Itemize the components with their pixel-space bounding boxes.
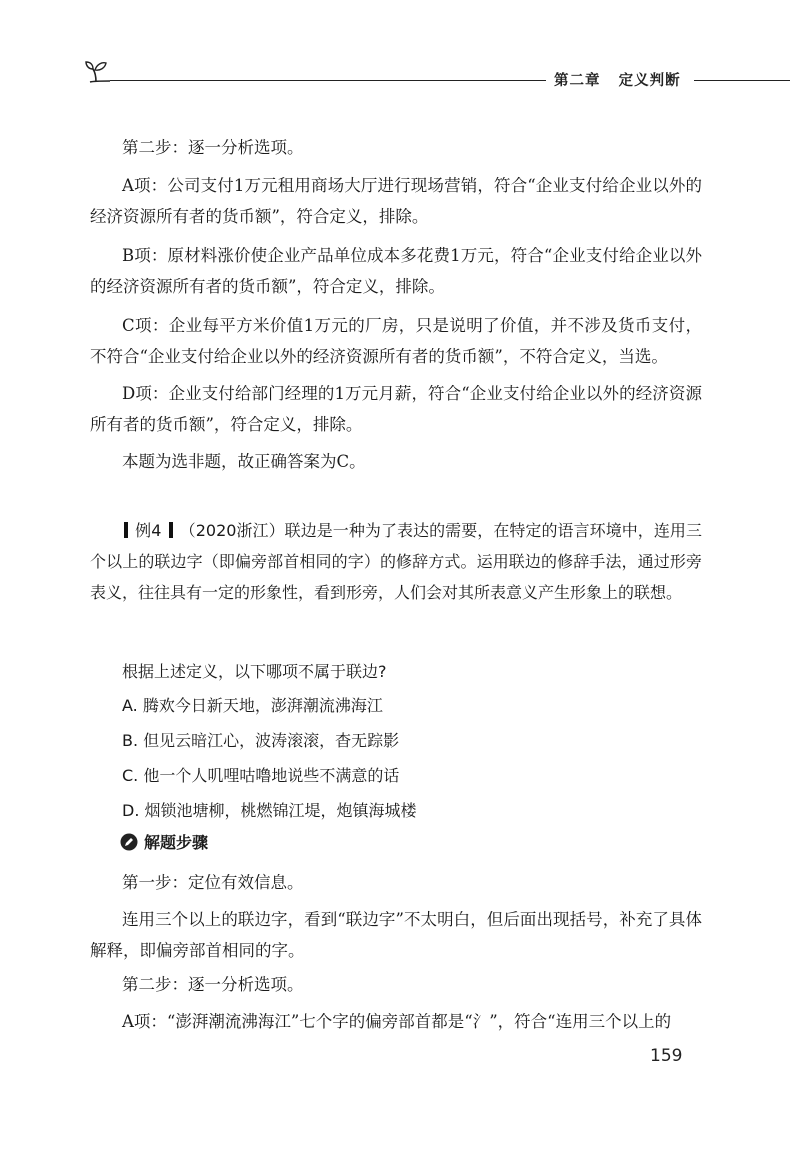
- example-bar-right: [169, 522, 173, 538]
- solution-steps-title: [120, 830, 208, 853]
- page-number: 159: [650, 1046, 683, 1066]
- example-paragraph: [90, 515, 702, 608]
- paragraph-step2-heading-b: 第二步：逐一分析选项。: [122, 975, 304, 994]
- paragraph-option-a: A项：公司支付1万元租用商场大厅进行现场营销，符合“企业支付给企业以外的经济资源所有者的货币额”，符合定义，排除。: [90, 176, 702, 226]
- chapter-number: 第二章: [554, 73, 601, 89]
- pen-badge-icon: [120, 833, 138, 851]
- paragraph-step2-heading: 第二步：逐一分析选项。: [122, 138, 304, 157]
- paragraph-option-c: C项：企业每平方米价值1万元的厂房，只是说明了价值，并不涉及货币支付，不符合“企业支付给企业以外的经济资源所有者的货币额”，不符合定义，当选。: [90, 316, 702, 366]
- example-question: 根据上述定义，以下哪项不属于联边?: [122, 662, 387, 681]
- paragraph-answer: 本题为选非题，故正确答案为C。: [122, 452, 366, 471]
- paragraph-option-b: B项：原材料涨价使企业产品单位成本多花费1万元，符合“企业支付给企业以外的经济资源所有者的货币额”，符合定义，排除。: [90, 246, 702, 296]
- option-d: D. 烟锁池塘柳，桃燃锦江堤，炮镇海城楼: [122, 801, 417, 820]
- option-b: B. 但见云暗江心，波涛滚滚，杳无踪影: [122, 731, 400, 750]
- chapter-title: [554, 69, 681, 90]
- example-label: 例4: [135, 521, 162, 540]
- paragraph-step1-body: 连用三个以上的联边字，看到“联边字”不太明白，但后面出现括号，补充了具体解释，即偏旁部首相同的字。: [90, 910, 702, 960]
- paragraph-option-a-analysis: A项：“澎湃潮流沸海江”七个字的偏旁部首都是“氵”，符合“连用三个以上的: [122, 1012, 672, 1031]
- solution-steps-label: 解题步骤: [144, 833, 209, 852]
- paragraph-step1-heading: 第一步：定位有效信息。: [122, 873, 304, 892]
- header-rule-right: [694, 80, 790, 81]
- example-bar-left: [124, 522, 128, 538]
- sprout-icon: [84, 58, 112, 86]
- option-c: C. 他一个人叽哩咕噜地说些不满意的话: [122, 766, 400, 785]
- example-text: （2020浙江）联边是一种为了表达的需要，在特定的语言环境中，连用三个以上的联边字（即偏旁部首相同的字）的修辞方式。运用联边的修辞手法，通过形旁表义，往往具有一定的形象性，看到形旁，人们会对其所表意义产生形象上的联想。: [90, 521, 702, 602]
- paragraph-option-d: D项：企业支付给部门经理的1万元月薪，符合“企业支付给企业以外的经济资源所有者的货币额”，符合定义，排除。: [90, 384, 702, 434]
- option-a: A. 腾欢今日新天地，澎湃潮流沸海江: [122, 696, 383, 715]
- running-header: [84, 58, 790, 94]
- section-name: 定义判断: [618, 73, 681, 89]
- header-rule-left: [110, 80, 546, 81]
